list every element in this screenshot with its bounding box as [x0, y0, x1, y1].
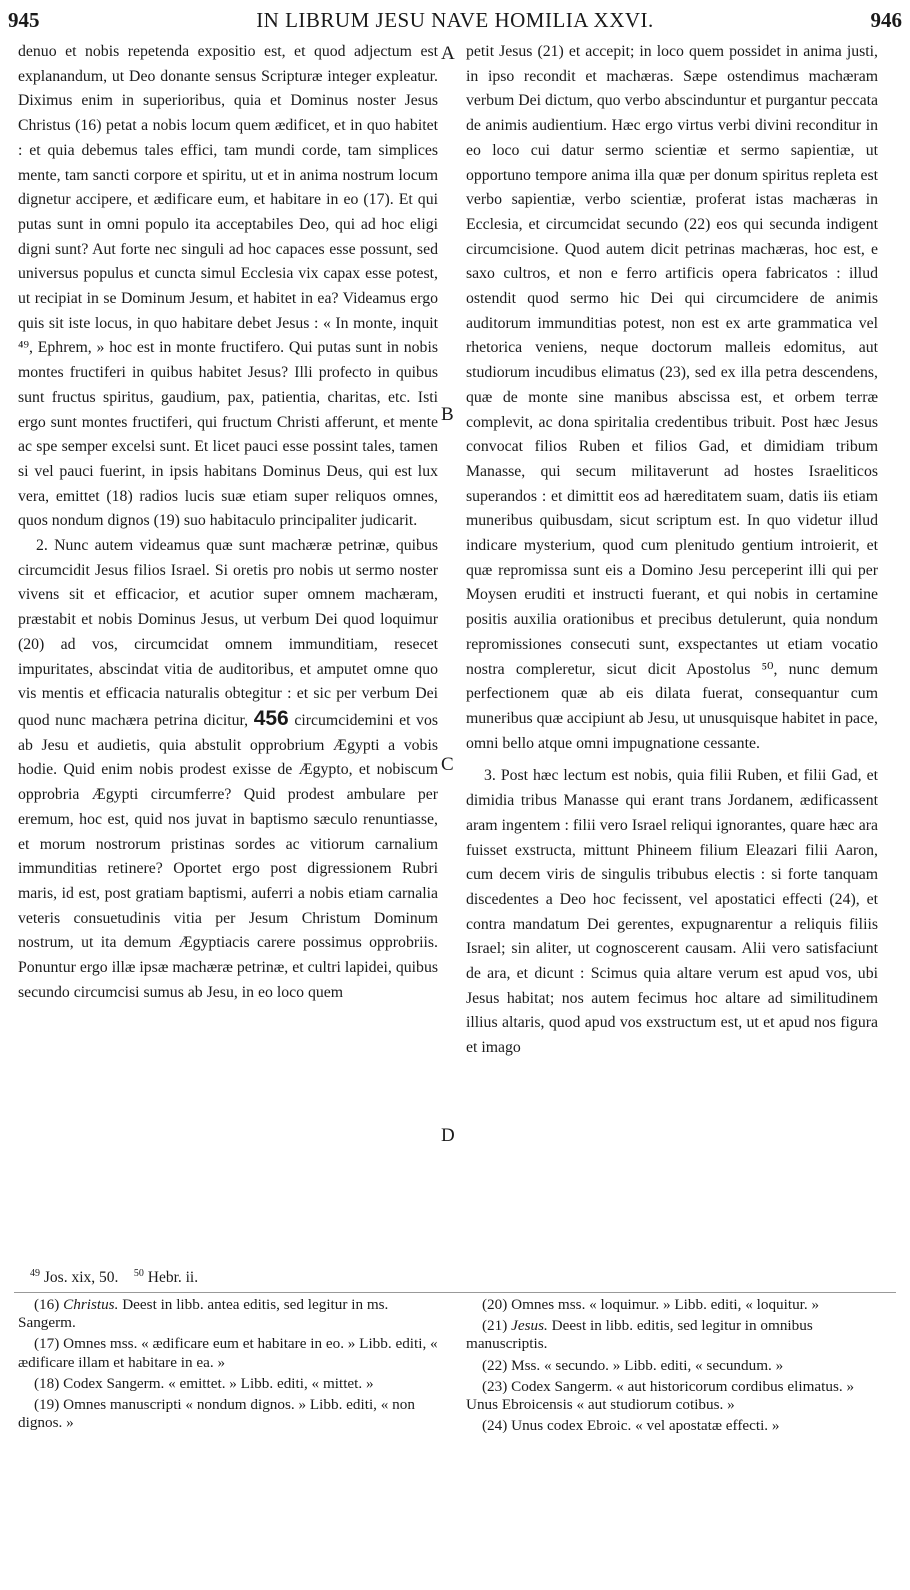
paragraph-3: 3. Post hæc lectum est nobis, quia filii Ruben, et filii Gad, et dimidia tribus Manasse qui erant trans Jordanem, ædificassent aram ingentem : filii vero Israel reliqui ignorantes, quare hæc ara fuisset exstructa, mittunt Phineem filium Eleazari filii Aaron, cum decem viris de singulis tribubus electis : si forte tanquam discedentes a Deo hoc fecissent, vel apostatici effecti (24), et contra mandatum Dei gerentes, expugnarentur a reliquis filiis Israel; sin aliter, ut cognoscerent causam. Alii vero satisfaciunt de ara, et dicunt : Scimus quia altare verum est apud vos, ubi Jesus habitat; nos autem fecimus hoc altare ad similitudinem illius altaris, quod apud vos exstructum est, ut et apud nos figura et imago	[466, 767, 878, 1057]
footnote-text: Codex Sangerm. « emittet. » Libb. editi, « mittet. »	[63, 1374, 374, 1392]
margin-marker-a: A	[441, 43, 455, 64]
ref-49-text: Jos. xix, 50.	[43, 1269, 119, 1287]
footnote-lemma: Christus.	[63, 1296, 119, 1313]
footnote-22	[466, 1357, 878, 1375]
footnote-number: (20)	[482, 1296, 508, 1313]
ref-50-text: Hebr. ii.	[147, 1269, 199, 1287]
footnotes-right	[466, 1296, 878, 1438]
footnote-19	[18, 1396, 438, 1432]
footnote-18	[18, 1375, 438, 1393]
footnote-text: Deest in libb. editis, sed legitur in omnibus manuscriptis.	[466, 1317, 813, 1353]
footnote-divider	[14, 1292, 896, 1293]
footnote-lemma: Jesus.	[511, 1317, 548, 1335]
margin-marker-b: B	[441, 404, 454, 425]
footnote-number: (21)	[482, 1317, 508, 1335]
right-text-column	[466, 40, 878, 1061]
footnotes-left	[18, 1296, 438, 1435]
footnote-number: (16)	[34, 1296, 60, 1313]
paragraph-2-part-1: 2. Nunc autem videamus quæ sunt machæræ petrinæ, quibus circumcidit Jesus filios Israel. Si oretis pro nobis ut sermo noster vivens sit et efficacior, et acutior super omnem machæram, præstabit et nobis Dominus Jesus, ut verbum Dei quod loquimur (20) ad vos, circumcidat omnem immunditiam, resecet impuritates, abscindat vitia de auditoribus, et amputet omne quo vis mentis et efficacia naturalis obtegitur : et sic per verbum Dei quod nunc machæra petrina dicitur,	[18, 537, 438, 729]
left-text-column	[18, 40, 438, 1005]
footnote-text: Codex Sangerm. « aut historicorum cordibus elimatus. » Unus Ebroicensis « aut studiorum cotibus. »	[466, 1377, 855, 1414]
footnote-text: Omnes manuscripti « nondum dignos. » Libb. editi, « non dignos. »	[18, 1396, 415, 1432]
footnote-text: Mss. « secundo. » Libb. editi, « secundum. »	[511, 1356, 784, 1374]
footnote-text: Unus codex Ebroic. « vel apostatæ effecti. »	[511, 1417, 780, 1435]
scripture-references	[30, 1268, 430, 1287]
footnote-17	[18, 1335, 438, 1371]
footnote-number: (19)	[34, 1396, 60, 1414]
paragraph-1-continued: denuo et nobis repetenda expositio est, et quod adjectum est explanandum, ut Deo donante sensus Scripturæ integer expleatur. Diximus enim in superioribus, quia et Dominus noster Jesus Christus (16) petat a nobis locum quem ædificet, et in quo habitet : et quia debemus tales effici, tam mundi corde, tam simplices mente, tam sancti corpore et spiritu, ut et in anima nostrum locum dignetur accipere, et ædificare eum, et habitare in eo (17). Et qui putas sunt in omni populo ita acceptabiles Deo, qui ad hoc eligi digni sunt? Aut forte nec singuli ad hoc capaces esse possunt, sed universus populus et cuncta simul Ecclesia vix capax esse potest, ut recipiat in se Dominum Jesum, et habitet in ea? Videamus ergo quis sit iste locus, in quo habitare debet Jesus : « In monte, inquit ⁴⁹, Ephrem, » hoc est in monte fructifero. Qui putas sunt in nobis montes fructiferi in quibus habitet Jesus? Illi profecto in quibus sunt fructus spiritus, gaudium, pax, patientia, charitas, etc. Isti ergo sunt montes fructiferi, qui fructum Christi afferunt, et mente ac spe semper excelsi sunt. Et licet pauci esse possint tales, tamen si vel pauci fuerint, in ipsis habitans Dominus Deus, qui est lux vera, emittet (18) radios lucis suæ etiam super reliquos omnes, quos nondum dignos (19) suo habitaculo principaliter judicarit.	[18, 43, 438, 530]
footnote-number: (24)	[482, 1417, 508, 1435]
running-title: IN LIBRUM JESU NAVE HOMILIA XXVI.	[256, 8, 654, 32]
margin-marker-d: D	[441, 1125, 455, 1146]
footnote-number: (17)	[34, 1335, 60, 1353]
left-column-number: 945	[8, 8, 40, 32]
running-header	[8, 8, 902, 34]
ref-50-number: 50	[133, 1268, 144, 1279]
paragraph-2-part-2: circumcidemini et vos ab Jesu et audietis, quia abstulit opprobrium Ægypti a vobis hodie. Quid enim nobis prodest exisse de Ægypto, et nobiscum opprobria Ægypti circumferre? Quid prodest ambulare per eremum, hoc est, quid nos juvat in baptismo sæculo renuntiasse, et morum nostrorum pristinas sordes ac vitiorum carnalium immunditias retinere? Oportet ergo post digressionem Rubri maris, id est, post gratiam baptismi, auferri a nobis etiam carnalia veteris consuetudinis vitia per Jesum Christum Dominum nostrum, ut ita demum Ægyptiacis carere possimus opprobriis. Ponuntur ergo illæ ipsæ machæræ petrinæ, et cultri lapidei, quibus secundo circumcisi sumus ab Jesu, in eo loco quem	[18, 711, 439, 1001]
column-number-marker: 456	[253, 706, 289, 730]
footnote-number: (23)	[482, 1377, 508, 1395]
footnote-number: (18)	[34, 1374, 60, 1392]
footnote-text: Omnes mss. « ædificare eum et habitare in eo. » Libb. editi, « ædificare illam et habitare in ea. »	[18, 1335, 438, 1371]
margin-marker-c: C	[441, 754, 454, 775]
footnote-20	[466, 1296, 878, 1314]
footnote-24	[466, 1417, 878, 1435]
footnote-number: (22)	[482, 1356, 508, 1374]
footnote-text: Omnes mss. « loquimur. » Libb. editi, « loquitur. »	[511, 1296, 820, 1313]
ref-49-number: 49	[30, 1268, 40, 1279]
paragraph-2	[18, 534, 438, 1005]
footnote-text: Deest in libb. antea editis, sed legitur in ms. Sangerm.	[18, 1296, 389, 1332]
footnote-23	[466, 1378, 878, 1414]
paragraph-2-continued: petit Jesus (21) et accepit; in loco quem possidet in anima justi, in ipso recondit et machæras. Sæpe ostendimus machæram verbum Dei dictum, quo verbo abscinduntur et purgantur peccata de animis audientium. Hæc ergo virtus verbi divini reconditur in eo loco cui datur sermo scientiæ et sermo sapientiæ, ut opportuno tempore anima illa quæ per donum spiritus repleta est verbo sapientiæ, verbo scientiæ, proferat istas machæras in Ecclesia, et circumcidat secundo (22) eos qui secunda indigent circumcisione. Quod autem dicit petrinas machæras, hoc est, e saxo cultros, et non e ferro artificis opera fabricatos : illud ostendit quod sermo hic Dei qui circumcidere de animis auditorum immunditias potest, non est ex arte grammatica vel rhetorica veniens, neque doctorum malleis edomitus, aut studiorum incudibus elimatus (23), sed ex illa petra descendens, quæ de monte sine manibus abscissa est, et orbem terræ complevit, ac dona spiritalia credentibus tribuit. Post hæc Jesus convocat filios Ruben et filios Gad, et dimidiam tribum Manasse, qui secum militaverunt ad hostes Israeliticos superandos : et dimittit eos ad hæreditatem suam, datis iis etiam muneribus quibusdam, sicut scriptum est. In quo videtur illud indicare mysterium, quod cum plenitudo gentium introierit, et quæ repromissa sunt eis a Domino Jesu perceperint illi qui per Moysen eruditi et instructi fuerant, et qui nobis in certamine positis auxilia orationibus et precibus detulerunt, quia nondum repromissiones consecuti sunt, exspectantes ut etiam vocatio nostra compleretur, sicut dicit Apostolus ⁵⁰, nunc demum perfectionem quæ ab eis dilata fuerat, consequantur cum muneribus quæ accipiunt ab Jesu, ut unusquisque habitet in pace, omni bello atque omni impugnatione cessante.	[466, 43, 878, 752]
footnote-16	[18, 1296, 438, 1332]
right-column-number: 946	[870, 8, 902, 32]
footnote-21	[466, 1317, 878, 1353]
